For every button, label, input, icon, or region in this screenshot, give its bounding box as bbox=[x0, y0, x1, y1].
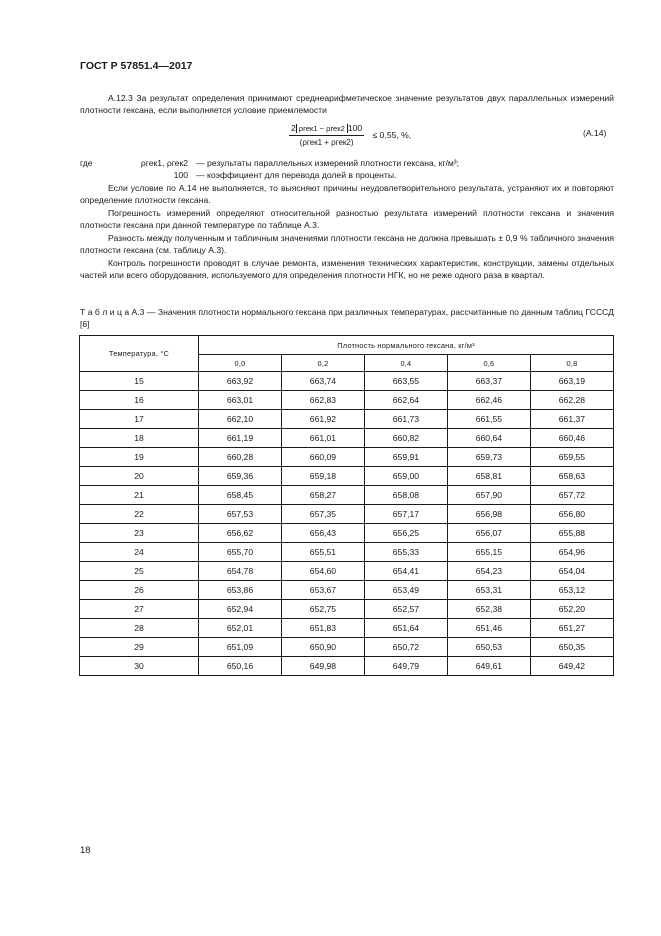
page-number: 18 bbox=[80, 845, 91, 856]
table-row bbox=[80, 543, 614, 562]
density-cell: 654,41 bbox=[364, 562, 447, 581]
density-cell: 652,94 bbox=[199, 600, 282, 619]
density-cell: 651,46 bbox=[447, 619, 530, 638]
density-cell: 657,17 bbox=[364, 505, 447, 524]
density-cell: 651,27 bbox=[530, 619, 613, 638]
density-cell: 651,64 bbox=[364, 619, 447, 638]
density-cell: 662,83 bbox=[281, 391, 364, 410]
table-row bbox=[80, 410, 614, 429]
column-header: 0,0 bbox=[199, 355, 282, 372]
table-row bbox=[80, 657, 614, 676]
table-row bbox=[80, 372, 614, 391]
density-cell: 649,98 bbox=[281, 657, 364, 676]
density-cell: 653,86 bbox=[199, 581, 282, 600]
density-cell: 656,98 bbox=[447, 505, 530, 524]
paragraph-condition-fail: Если условие по А.14 не выполняется, то выясняют причины неудовлетворительного результата, устраняют их и повторяют определение плотности гексана. bbox=[80, 183, 614, 206]
density-cell: 656,62 bbox=[199, 524, 282, 543]
density-cell: 649,61 bbox=[447, 657, 530, 676]
temperature-cell: 18 bbox=[80, 429, 199, 448]
density-cell: 652,01 bbox=[199, 619, 282, 638]
density-cell: 658,08 bbox=[364, 486, 447, 505]
density-cell: 663,74 bbox=[281, 372, 364, 391]
where-symbol: ρгек1, ρгек2 bbox=[140, 158, 188, 168]
formula-a14 bbox=[289, 123, 411, 147]
density-cell: 649,79 bbox=[364, 657, 447, 676]
density-cell: 660,09 bbox=[281, 448, 364, 467]
density-cell: 654,60 bbox=[281, 562, 364, 581]
density-cell: 660,28 bbox=[199, 448, 282, 467]
temperature-cell: 20 bbox=[80, 467, 199, 486]
density-cell: 654,78 bbox=[199, 562, 282, 581]
density-cell: 661,92 bbox=[281, 410, 364, 429]
temperature-cell: 26 bbox=[80, 581, 199, 600]
table-row bbox=[80, 391, 614, 410]
density-cell: 655,15 bbox=[447, 543, 530, 562]
table-row bbox=[80, 600, 614, 619]
density-cell: 656,43 bbox=[281, 524, 364, 543]
density-cell: 652,38 bbox=[447, 600, 530, 619]
formula-condition: ≤ 0,55, %, bbox=[372, 130, 412, 140]
density-cell: 658,27 bbox=[281, 486, 364, 505]
density-cell: 663,37 bbox=[447, 372, 530, 391]
table-row bbox=[80, 448, 614, 467]
temperature-header: Температура, °С bbox=[80, 336, 199, 372]
density-cell: 650,72 bbox=[364, 638, 447, 657]
density-cell: 654,96 bbox=[530, 543, 613, 562]
temperature-cell: 28 bbox=[80, 619, 199, 638]
density-cell: 655,33 bbox=[364, 543, 447, 562]
table-row bbox=[80, 486, 614, 505]
table-row bbox=[80, 581, 614, 600]
density-cell: 655,88 bbox=[530, 524, 613, 543]
density-cell: 656,80 bbox=[530, 505, 613, 524]
density-cell: 653,49 bbox=[364, 581, 447, 600]
density-cell: 653,67 bbox=[281, 581, 364, 600]
density-cell: 654,23 bbox=[447, 562, 530, 581]
temperature-cell: 22 bbox=[80, 505, 199, 524]
temperature-cell: 23 bbox=[80, 524, 199, 543]
density-cell: 661,37 bbox=[530, 410, 613, 429]
temperature-cell: 25 bbox=[80, 562, 199, 581]
density-cell: 652,57 bbox=[364, 600, 447, 619]
density-cell: 650,90 bbox=[281, 638, 364, 657]
density-cell: 651,09 bbox=[199, 638, 282, 657]
temperature-cell: 15 bbox=[80, 372, 199, 391]
table-row bbox=[80, 505, 614, 524]
temperature-cell: 16 bbox=[80, 391, 199, 410]
density-cell: 662,46 bbox=[447, 391, 530, 410]
density-cell: 655,70 bbox=[199, 543, 282, 562]
density-cell: 663,55 bbox=[364, 372, 447, 391]
formula-denominator: (ρгек1 + ρгек2) bbox=[299, 138, 354, 147]
table-caption: Т а б л и ц а А.3 — Значения плотности нормального гексана при различных температурах, рассчитанные по данным таблиц ГСССД [6] bbox=[80, 307, 614, 330]
density-cell: 650,53 bbox=[447, 638, 530, 657]
density-cell: 653,31 bbox=[447, 581, 530, 600]
density-cell: 659,00 bbox=[364, 467, 447, 486]
where-description: — коэффициент для перевода долей в проценты. bbox=[196, 170, 397, 180]
document-header: ГОСТ Р 57851.4—2017 bbox=[80, 60, 193, 72]
paragraph-a12-3: А.12.3 За результат определения принимают среднеарифметическое значение результатов двух параллельных измерений плотности гексана, если выполняется условие приемлемости bbox=[80, 93, 614, 116]
density-cell: 663,92 bbox=[199, 372, 282, 391]
density-cell: 659,55 bbox=[530, 448, 613, 467]
density-cell: 662,28 bbox=[530, 391, 613, 410]
density-cell: 659,18 bbox=[281, 467, 364, 486]
density-cell: 650,16 bbox=[199, 657, 282, 676]
density-cell: 661,19 bbox=[199, 429, 282, 448]
density-cell: 660,64 bbox=[447, 429, 530, 448]
table-row bbox=[80, 619, 614, 638]
density-cell: 651,83 bbox=[281, 619, 364, 638]
temperature-cell: 24 bbox=[80, 543, 199, 562]
table-row bbox=[80, 524, 614, 543]
density-cell: 663,19 bbox=[530, 372, 613, 391]
density-cell: 659,36 bbox=[199, 467, 282, 486]
density-cell: 661,55 bbox=[447, 410, 530, 429]
density-cell: 661,73 bbox=[364, 410, 447, 429]
formula-abs-difference: ρгек1 − ρгек2 bbox=[296, 124, 348, 133]
formula-fraction bbox=[289, 123, 364, 147]
temperature-cell: 30 bbox=[80, 657, 199, 676]
temperature-cell: 29 bbox=[80, 638, 199, 657]
density-cell: 652,75 bbox=[281, 600, 364, 619]
density-cell: 661,01 bbox=[281, 429, 364, 448]
column-header: 0,8 bbox=[530, 355, 613, 372]
density-cell: 653,12 bbox=[530, 581, 613, 600]
density-cell: 654,04 bbox=[530, 562, 613, 581]
temperature-cell: 17 bbox=[80, 410, 199, 429]
paragraph-tolerance: Разность между полученным и табличным значениями плотности гексана не должна превышать ± 0,9 % табличного значения плотности гексана (см. таблицу А.3). bbox=[80, 233, 614, 256]
density-cell: 663,01 bbox=[199, 391, 282, 410]
density-cell: 657,35 bbox=[281, 505, 364, 524]
density-cell: 660,82 bbox=[364, 429, 447, 448]
density-cell: 660,46 bbox=[530, 429, 613, 448]
density-cell: 659,73 bbox=[447, 448, 530, 467]
equation-number: (А.14) bbox=[583, 128, 607, 138]
table-row bbox=[80, 562, 614, 581]
column-header: 0,2 bbox=[281, 355, 364, 372]
paragraph-control: Контроль погрешности проводят в случае ремонта, изменения технических характеристик, конструкции, замены отдельных частей или всего оборудования, используемого для определения плотности НГК, но не реже одного раза в квартал. bbox=[80, 258, 614, 281]
table-row bbox=[80, 467, 614, 486]
temperature-cell: 21 bbox=[80, 486, 199, 505]
formula-numerator: 2 ρгек1 − ρгек2 100 bbox=[289, 123, 364, 136]
temperature-cell: 19 bbox=[80, 448, 199, 467]
density-header: Плотность нормального гексана, кг/м³ bbox=[199, 336, 614, 355]
where-symbol: 100 bbox=[173, 170, 188, 180]
where-word: где bbox=[80, 158, 93, 168]
where-description: — результаты параллельных измерений плотности гексана, кг/м³; bbox=[196, 158, 460, 168]
density-cell: 657,90 bbox=[447, 486, 530, 505]
density-cell: 656,25 bbox=[364, 524, 447, 543]
density-cell: 656,07 bbox=[447, 524, 530, 543]
density-cell: 657,72 bbox=[530, 486, 613, 505]
density-cell: 662,64 bbox=[364, 391, 447, 410]
paragraph-error: Погрешность измерений определяют относительной разностью результата измерений плотности гексана и значения плотности гексана при данной температуре по таблице А.3. bbox=[80, 208, 614, 231]
density-cell: 658,81 bbox=[447, 467, 530, 486]
density-table bbox=[79, 335, 614, 676]
table-row bbox=[80, 429, 614, 448]
column-header: 0,4 bbox=[364, 355, 447, 372]
column-header: 0,6 bbox=[447, 355, 530, 372]
density-cell: 657,53 bbox=[199, 505, 282, 524]
density-cell: 658,45 bbox=[199, 486, 282, 505]
temperature-cell: 27 bbox=[80, 600, 199, 619]
density-cell: 650,35 bbox=[530, 638, 613, 657]
density-cell: 662,10 bbox=[199, 410, 282, 429]
table-row bbox=[80, 638, 614, 657]
density-cell: 652,20 bbox=[530, 600, 613, 619]
density-cell: 649,42 bbox=[530, 657, 613, 676]
where-block bbox=[80, 157, 459, 181]
density-cell: 658,63 bbox=[530, 467, 613, 486]
density-cell: 659,91 bbox=[364, 448, 447, 467]
density-cell: 655,51 bbox=[281, 543, 364, 562]
